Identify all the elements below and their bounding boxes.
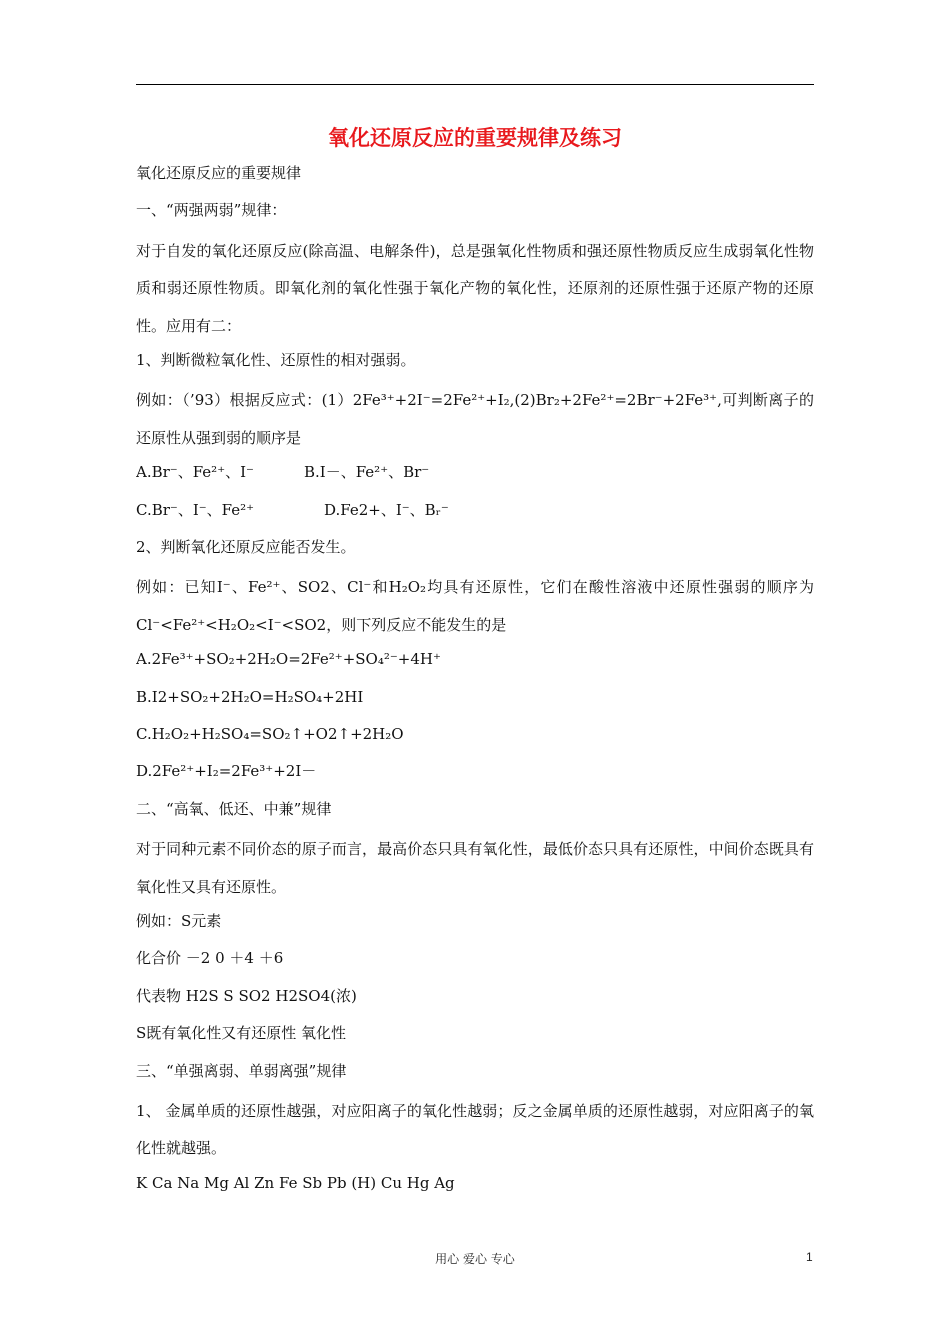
paragraph-rule-1	[136, 233, 814, 345]
example-text: 例如：（’93）根据反应式：(1）2Fe³⁺+2I⁻=2Fe²⁺+I₂,(2)Br₂+2Fe²⁺=2Br⁻+2Fe³⁺,可判断离子的还原性从强到弱的顺序是	[136, 391, 814, 447]
rule-heading-2: 二、“高氧、低还、中兼”规律	[136, 799, 332, 818]
application-2: 2、判断氧化还原反应能否发生。	[136, 537, 356, 556]
section-heading: 氧化还原反应的重要规律	[136, 164, 302, 182]
header-rule	[136, 84, 814, 85]
paragraph-rule-3	[136, 1093, 814, 1168]
footer-slogan: 用心 爱心 专心	[435, 1252, 515, 1266]
valence-row: 化合价 －2 0 ＋4 ＋6	[136, 949, 284, 968]
example-1	[136, 382, 814, 457]
option-a: A.Br⁻、Fe²⁺、I⁻	[136, 463, 254, 482]
option-b: B.I－、Fe²⁺、Br⁻	[304, 463, 430, 482]
reaction-option-d: D.2Fe²⁺+I₂=2Fe³⁺+2I－	[136, 762, 317, 781]
page-number: 1	[806, 1250, 813, 1264]
rule-heading-1: 一、“两强两弱”规律：	[136, 201, 287, 220]
option-c: C.Br⁻、I⁻、Fe²⁺	[136, 500, 255, 519]
example-text: 例如：已知I⁻、Fe²⁺、SO2、Cl⁻和H₂O₂均具有还原性，它们在酸性溶液中还原性强弱的顺序为Cl⁻<Fe²⁺<H₂O₂<I⁻<SO2，则下列反应不能发生的是	[136, 578, 814, 634]
property-row: S既有氧化性又有还原性 氧化性	[136, 1024, 347, 1043]
option-d: D.Fe2+、I⁻、Bᵣ⁻	[324, 500, 449, 519]
options-row-ab	[136, 457, 814, 494]
application-1: 1、判断微粒氧化性、还原性的相对强弱。	[136, 351, 416, 369]
paragraph-rule-2	[136, 831, 814, 906]
reaction-option-c: C.H₂O₂+H₂SO₄=SO₂↑+O2↑+2H₂O	[136, 724, 404, 743]
paragraph-text: 对于同种元素不同价态的原子而言，最高价态只具有氧化性，最低价态只具有还原性，中间价态既具有氧化性又具有还原性。	[136, 840, 814, 896]
options-row-cd	[136, 495, 814, 532]
example-element: 例如：S元素	[136, 911, 222, 930]
metal-activity-series: K Ca Na Mg Al Zn Fe Sb Pb (H) Cu Hg Ag	[136, 1173, 455, 1192]
document-body	[136, 158, 814, 1205]
document-title: 氧化还原反应的重要规律及练习	[328, 125, 622, 150]
paragraph-text: 1、 金属单质的还原性越强，对应阳离子的氧化性越弱；反之金属单质的还原性越弱，对应阳离子的氧化性就越强。	[136, 1101, 814, 1158]
example-2	[136, 569, 814, 644]
paragraph-text: 对于自发的氧化还原反应(除高温、电解条件)，总是强氧化性物质和强还原性物质反应生成弱氧化性物质和弱还原性物质。即氧化剂的氧化性强于氧化产物的氧化性，还原剂的还原性强于还原产物的还原性。应用有二：	[136, 241, 814, 335]
reaction-option-b: B.I2+SO₂+2H₂O=H₂SO₄+2HI	[136, 687, 364, 706]
rule-heading-3: 三、“单强离弱、单弱离强”规律	[136, 1061, 347, 1080]
compound-row: 代表物 H2S S SO2 H2SO4(浓)	[136, 986, 357, 1005]
reaction-option-a: A.2Fe³⁺+SO₂+2H₂O=2Fe²⁺+SO₄²⁻+4H⁺	[136, 650, 441, 669]
